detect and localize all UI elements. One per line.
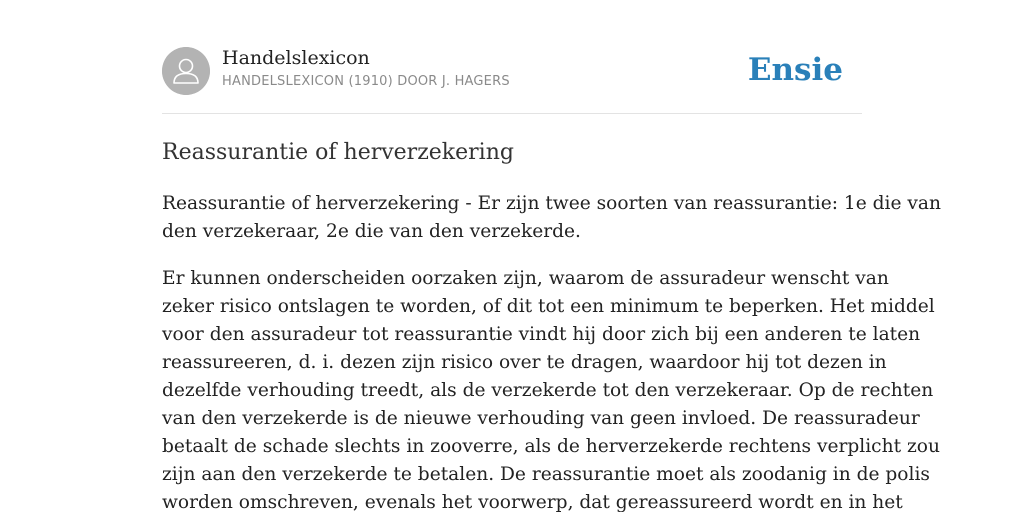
paragraph-line: worden omschreven, evenals het voorwerp, dat gereassureerd wordt en in het (162, 492, 903, 512)
article-title: Reassurantie of herverzekering (162, 140, 514, 165)
article-paragraph-2 (162, 265, 940, 512)
paragraph-line: den verzekeraar, 2e die van den verzekerde. (162, 221, 581, 242)
source-name-link[interactable]: Handelslexicon (222, 47, 370, 69)
paragraph-line: betaalt de schade slechts in zooverre, als de herverzekerde rechtens verplicht zou (162, 436, 940, 457)
page (162, 0, 941, 512)
paragraph-line: Reassurantie of herverzekering - Er zijn twee soorten van reassurantie: 1e die van (162, 193, 941, 214)
paragraph-line: Er kunnen onderscheiden oorzaken zijn, waarom de assuradeur wenscht van (162, 268, 889, 289)
source-subtitle: HANDELSLEXICON (1910) DOOR J. HAGERS (222, 74, 510, 89)
source-header (162, 0, 862, 114)
paragraph-line: reassureeren, d. i. dezen zijn risico over te dragen, waardoor hij tot dezen in (162, 352, 887, 373)
user-avatar-icon[interactable] (162, 47, 210, 95)
paragraph-line: van den verzekerde is de nieuwe verhouding van geen invloed. De reassuradeur (162, 408, 920, 429)
person-icon (162, 47, 210, 95)
article-paragraph-1 (162, 190, 941, 246)
ensie-logo-link[interactable]: Ensie (747, 52, 843, 88)
paragraph-line: zijn aan den verzekerde te betalen. De reassurantie moet als zoodanig in de polis (162, 464, 930, 485)
paragraph-line: zeker risico ontslagen te worden, of dit tot een minimum te beperken. Het middel (162, 296, 935, 317)
paragraph-line: voor den assuradeur tot reassurantie vindt hij door zich bij een anderen te laten (162, 324, 921, 345)
paragraph-line: dezelfde verhouding treedt, als de verzekerde tot den verzekeraar. Op de rechten (162, 380, 934, 401)
